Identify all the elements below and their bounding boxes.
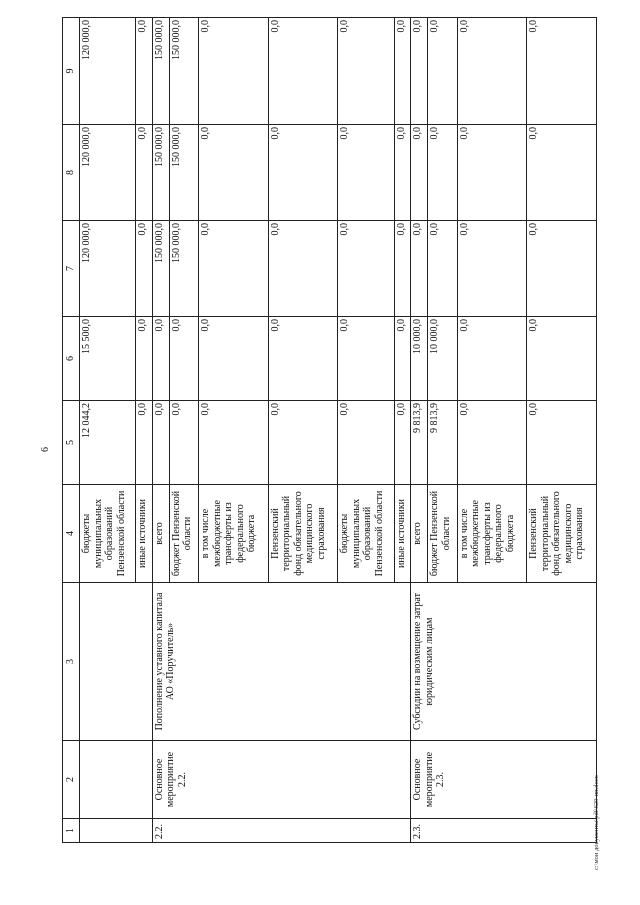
value-cell: 150 000,0 — [169, 125, 199, 221]
value-cell: 0,0 — [268, 221, 338, 317]
measure-name-cell — [80, 583, 153, 741]
value-cell: 0,0 — [199, 125, 269, 221]
table-row — [80, 18, 136, 843]
funding-source-cell: всего — [152, 485, 169, 583]
header-cell: 3 — [63, 583, 80, 741]
row-number-cell — [80, 819, 153, 843]
funding-source-cell: в том числе межбюджетные трансферты из федерального бюджета — [457, 485, 527, 583]
value-cell: 0,0 — [394, 401, 411, 485]
value-cell: 0,0 — [338, 221, 394, 317]
value-cell: 0,0 — [268, 317, 338, 401]
footer-file-path: c:\мои документы\pdf\629-пп.docx — [593, 775, 600, 870]
value-cell: 0,0 — [411, 125, 428, 221]
value-cell: 0,0 — [527, 401, 597, 485]
value-cell: 0,0 — [136, 401, 153, 485]
value-cell: 0,0 — [338, 317, 394, 401]
funding-source-cell: бюджеты муниципальных образований Пензенской области — [80, 485, 136, 583]
value-cell: 0,0 — [428, 18, 458, 125]
value-cell: 120 000,0 — [80, 221, 136, 317]
value-cell: 150 000,0 — [152, 125, 169, 221]
measure-cell — [80, 741, 153, 819]
header-cell: 2 — [63, 741, 80, 819]
header-cell: 6 — [63, 317, 80, 401]
value-cell: 0,0 — [411, 221, 428, 317]
table-row — [152, 18, 169, 843]
value-cell: 0,0 — [338, 125, 394, 221]
value-cell: 0,0 — [136, 221, 153, 317]
value-cell: 120 000,0 — [80, 125, 136, 221]
value-cell: 0,0 — [169, 401, 199, 485]
value-cell: 0,0 — [394, 317, 411, 401]
value-cell: 10 000,0 — [411, 317, 428, 401]
funding-source-cell: в том числе межбюджетные трансферты из федерального бюджета — [199, 485, 269, 583]
header-cell: 4 — [63, 485, 80, 583]
budget-table — [62, 17, 597, 843]
measure-cell: Основное мероприятие 2.3. — [411, 741, 597, 819]
value-cell: 0,0 — [338, 401, 394, 485]
header-cell: 8 — [63, 125, 80, 221]
value-cell: 0,0 — [338, 18, 394, 125]
value-cell: 0,0 — [199, 401, 269, 485]
value-cell: 9 813,9 — [428, 401, 458, 485]
header-cell: 5 — [63, 401, 80, 485]
funding-source-cell: бюджет Пензенской области — [169, 485, 199, 583]
funding-source-cell: иные источники — [394, 485, 411, 583]
funding-source-cell: бюджет Пензенской области — [428, 485, 458, 583]
value-cell: 150 000,0 — [152, 221, 169, 317]
measure-name-cell: Субсидии на возмещение затрат юридическим лицам — [411, 583, 597, 741]
measure-name-cell: Пополнение уставного капитала АО «Поручитель» — [152, 583, 410, 741]
value-cell: 150 000,0 — [152, 18, 169, 125]
value-cell: 0,0 — [152, 317, 169, 401]
table-container — [62, 18, 597, 843]
value-cell: 0,0 — [394, 125, 411, 221]
value-cell: 0,0 — [457, 401, 527, 485]
header-cell: 7 — [63, 221, 80, 317]
value-cell: 0,0 — [268, 125, 338, 221]
value-cell: 15 500,0 — [80, 317, 136, 401]
value-cell: 0,0 — [199, 18, 269, 125]
value-cell: 0,0 — [268, 401, 338, 485]
value-cell: 0,0 — [527, 18, 597, 125]
value-cell: 0,0 — [428, 221, 458, 317]
value-cell: 0,0 — [152, 401, 169, 485]
value-cell: 9 813,9 — [411, 401, 428, 485]
value-cell: 0,0 — [411, 18, 428, 125]
value-cell: 0,0 — [394, 18, 411, 125]
value-cell: 0,0 — [527, 221, 597, 317]
value-cell: 0,0 — [136, 125, 153, 221]
value-cell: 0,0 — [136, 18, 153, 125]
value-cell: 0,0 — [394, 221, 411, 317]
row-number-cell: 2.2. — [152, 819, 410, 843]
funding-source-cell: Пензенский территориальный фонд обязательного медицинского страхования — [268, 485, 338, 583]
value-cell: 12 044,2 — [80, 401, 136, 485]
table-row — [411, 18, 428, 843]
funding-source-cell: иные источники — [136, 485, 153, 583]
value-cell: 0,0 — [428, 125, 458, 221]
header-row — [63, 18, 80, 843]
value-cell: 0,0 — [199, 317, 269, 401]
funding-source-cell: всего — [411, 485, 428, 583]
value-cell: 0,0 — [527, 317, 597, 401]
value-cell: 0,0 — [268, 18, 338, 125]
funding-source-cell: бюджеты муниципальных образований Пензенской области — [338, 485, 394, 583]
value-cell: 0,0 — [199, 221, 269, 317]
value-cell: 120 000,0 — [80, 18, 136, 125]
value-cell: 150 000,0 — [169, 18, 199, 125]
header-cell: 9 — [63, 18, 80, 125]
value-cell: 150 000,0 — [169, 221, 199, 317]
value-cell: 0,0 — [457, 18, 527, 125]
header-cell: 1 — [63, 819, 80, 843]
value-cell: 0,0 — [527, 125, 597, 221]
value-cell: 0,0 — [136, 317, 153, 401]
measure-cell: Основное мероприятие 2.2. — [152, 741, 410, 819]
value-cell: 0,0 — [457, 125, 527, 221]
value-cell: 10 000,0 — [428, 317, 458, 401]
row-number-cell: 2.3. — [411, 819, 597, 843]
page-number: 6 — [40, 447, 51, 452]
funding-source-cell: Пензенский территориальный фонд обязательного медицинского страхования — [527, 485, 597, 583]
value-cell: 0,0 — [169, 317, 199, 401]
value-cell: 0,0 — [457, 317, 527, 401]
value-cell: 0,0 — [457, 221, 527, 317]
